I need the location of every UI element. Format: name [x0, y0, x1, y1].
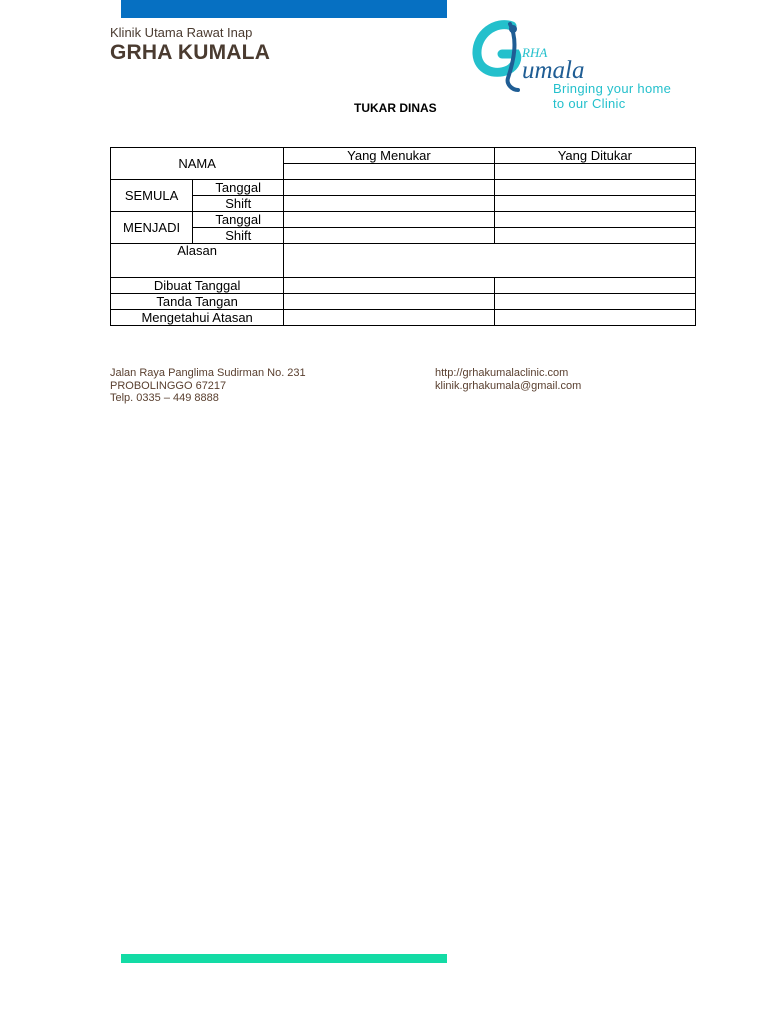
dibuat-tanggal-ditukar-cell[interactable] — [494, 278, 695, 294]
address-line-1: Jalan Raya Panglima Sudirman No. 231 — [110, 367, 306, 379]
nama-label: NAMA — [111, 148, 284, 180]
alasan-label: Alasan — [111, 244, 284, 278]
clinic-type: Klinik Utama Rawat Inap — [110, 25, 253, 40]
address-line-2: PROBOLINGGO 67217 — [110, 379, 227, 392]
tanda-tangan-label: Tanda Tangan — [111, 294, 284, 310]
semula-shift-ditukar-cell[interactable] — [494, 196, 695, 212]
clinic-name: GRHA KUMALA — [110, 41, 271, 64]
semula-tanggal-menukar-cell[interactable] — [284, 180, 494, 196]
semula-shift-menukar-cell[interactable] — [284, 196, 494, 212]
mengetahui-atasan-label: Mengetahui Atasan — [111, 310, 284, 326]
logo-word-main: umala — [522, 57, 585, 84]
logo-tagline — [553, 81, 671, 111]
semula-tanggal-ditukar-cell[interactable] — [494, 180, 695, 196]
menjadi-shift-label: Shift — [193, 228, 284, 244]
shift-swap-form — [110, 147, 696, 326]
logo-tagline-line-1: Bringing your home — [553, 81, 672, 96]
clinic-logo — [472, 20, 702, 115]
top-accent-bar — [121, 0, 447, 18]
tanda-tangan-ditukar-cell[interactable] — [494, 294, 695, 310]
semula-shift-label: Shift — [193, 196, 284, 212]
semula-label: SEMULA — [111, 180, 193, 212]
semula-tanggal-label: Tanggal — [193, 180, 284, 196]
alasan-cell[interactable] — [284, 244, 696, 278]
dibuat-tanggal-menukar-cell[interactable] — [284, 278, 494, 294]
menjadi-tanggal-ditukar-cell[interactable] — [494, 212, 695, 228]
menjadi-tanggal-menukar-cell[interactable] — [284, 212, 494, 228]
document-title: TUKAR DINAS — [354, 101, 437, 115]
phone-number: Telp. 0335 – 449 8888 — [110, 392, 219, 404]
menjadi-label: MENJADI — [111, 212, 193, 244]
menjadi-tanggal-label: Tanggal — [193, 212, 284, 228]
mengetahui-atasan-menukar-cell[interactable] — [284, 310, 494, 326]
footer-address — [110, 367, 306, 405]
dibuat-tanggal-label: Dibuat Tanggal — [111, 278, 284, 294]
col-header-yang-menukar: Yang Menukar — [284, 148, 494, 164]
logo-word-small: RHA — [522, 45, 548, 60]
footer-contact — [435, 367, 581, 392]
menjadi-shift-menukar-cell[interactable] — [284, 228, 494, 244]
logo-tagline-line-2: to our Clinic — [553, 96, 626, 111]
website-link[interactable]: http://grhakumalaclinic.com — [435, 367, 569, 379]
col-header-yang-ditukar: Yang Ditukar — [494, 148, 695, 164]
mengetahui-atasan-ditukar-cell[interactable] — [494, 310, 695, 326]
tanda-tangan-menukar-cell[interactable] — [284, 294, 494, 310]
menjadi-shift-ditukar-cell[interactable] — [494, 228, 695, 244]
bottom-accent-bar — [121, 954, 447, 963]
nama-menukar-cell[interactable] — [284, 164, 494, 180]
email-link[interactable]: klinik.grhakumala@gmail.com — [435, 379, 582, 392]
nama-ditukar-cell[interactable] — [494, 164, 695, 180]
